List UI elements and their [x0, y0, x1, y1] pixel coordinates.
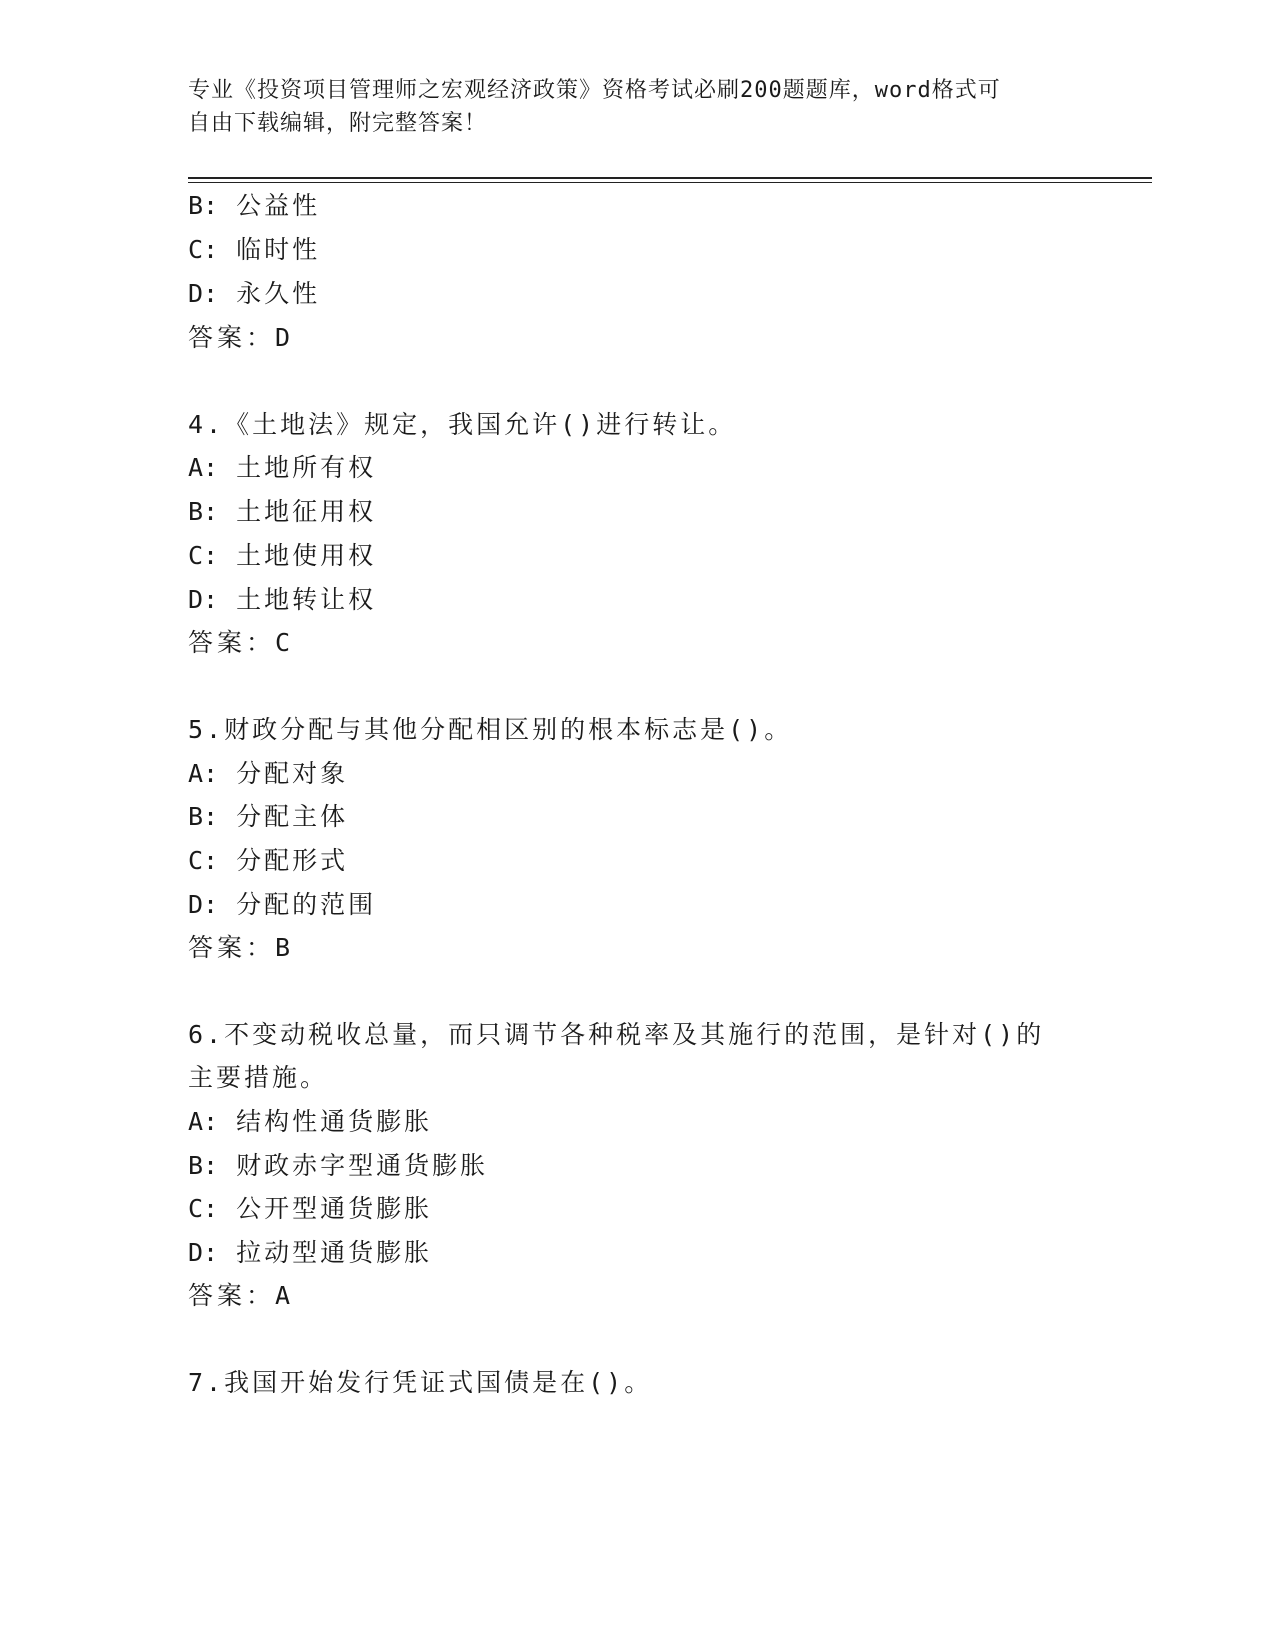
header-title-line-1: 专业《投资项目管理师之宏观经济政策》资格考试必刷200题题库，word格式可	[188, 78, 1001, 103]
option-text: 公益性	[236, 191, 321, 220]
q3-option-d	[188, 278, 320, 310]
option-text: 土地所有权	[236, 453, 377, 482]
answer-label: 答案：	[188, 628, 276, 657]
q6-stem-line-2: 主要措施。	[188, 1063, 329, 1092]
q5-option-b	[188, 801, 348, 833]
q5-answer	[188, 932, 292, 964]
q6-stem-line-1: 6.不变动税收总量，而只调节各种税率及其施行的范围，是针对()的	[188, 1020, 1045, 1049]
option-key: D:	[188, 1238, 219, 1267]
q6-option-a	[188, 1106, 432, 1138]
q4-option-a	[188, 452, 376, 484]
header-rule-thick	[188, 177, 1152, 179]
answer-label: 答案：	[188, 323, 276, 352]
q3-answer	[188, 322, 292, 354]
option-key: A:	[188, 453, 219, 482]
option-text: 财政赤字型通货膨胀	[236, 1151, 489, 1180]
answer-label: 答案：	[188, 1281, 276, 1310]
option-key: C:	[188, 846, 219, 875]
option-key: B:	[188, 497, 219, 526]
answer-value: C	[275, 628, 293, 657]
q6-option-c	[188, 1193, 432, 1225]
option-text: 土地使用权	[236, 541, 377, 570]
option-text: 公开型通货膨胀	[236, 1194, 433, 1223]
q5-stem: 5.财政分配与其他分配相区别的根本标志是()。	[188, 715, 793, 744]
option-text: 拉动型通货膨胀	[236, 1238, 433, 1267]
q5-option-a	[188, 758, 348, 790]
option-key: D:	[188, 279, 219, 308]
q4-stem: 4.《土地法》规定，我国允许()进行转让。	[188, 410, 737, 439]
option-text: 分配对象	[236, 759, 349, 788]
option-key: A:	[188, 1107, 219, 1136]
q6-option-d	[188, 1237, 432, 1269]
answer-label: 答案：	[188, 933, 276, 962]
option-key: C:	[188, 1194, 219, 1223]
option-key: D:	[188, 890, 219, 919]
document-header	[188, 74, 1068, 140]
option-text: 土地转让权	[236, 585, 377, 614]
answer-value: D	[275, 323, 293, 352]
option-text: 临时性	[236, 235, 321, 264]
q3-option-b	[188, 190, 320, 222]
option-text: 分配的范围	[236, 890, 377, 919]
q6-answer	[188, 1280, 292, 1312]
q4-option-d	[188, 584, 376, 616]
q4-option-b	[188, 496, 376, 528]
option-text: 分配主体	[236, 802, 349, 831]
option-text: 永久性	[236, 279, 321, 308]
option-text: 分配形式	[236, 846, 349, 875]
q3-option-c	[188, 234, 320, 266]
option-key: C:	[188, 541, 219, 570]
option-key: D:	[188, 585, 219, 614]
q6-option-b	[188, 1150, 488, 1182]
option-text: 土地征用权	[236, 497, 377, 526]
answer-value: B	[275, 933, 293, 962]
option-key: C:	[188, 235, 219, 264]
q5-option-d	[188, 889, 376, 921]
option-key: B:	[188, 802, 219, 831]
q7-stem: 7.我国开始发行凭证式国债是在()。	[188, 1368, 653, 1397]
header-title-line-2: 自由下载编辑，附完整答案！	[188, 111, 488, 136]
option-text: 结构性通货膨胀	[236, 1107, 433, 1136]
q4-option-c	[188, 540, 376, 572]
q4-answer	[188, 627, 292, 659]
q5-option-c	[188, 845, 348, 877]
header-rule-thin	[188, 182, 1152, 183]
answer-value: A	[275, 1281, 293, 1310]
option-key: A:	[188, 759, 219, 788]
option-key: B:	[188, 191, 219, 220]
option-key: B:	[188, 1151, 219, 1180]
